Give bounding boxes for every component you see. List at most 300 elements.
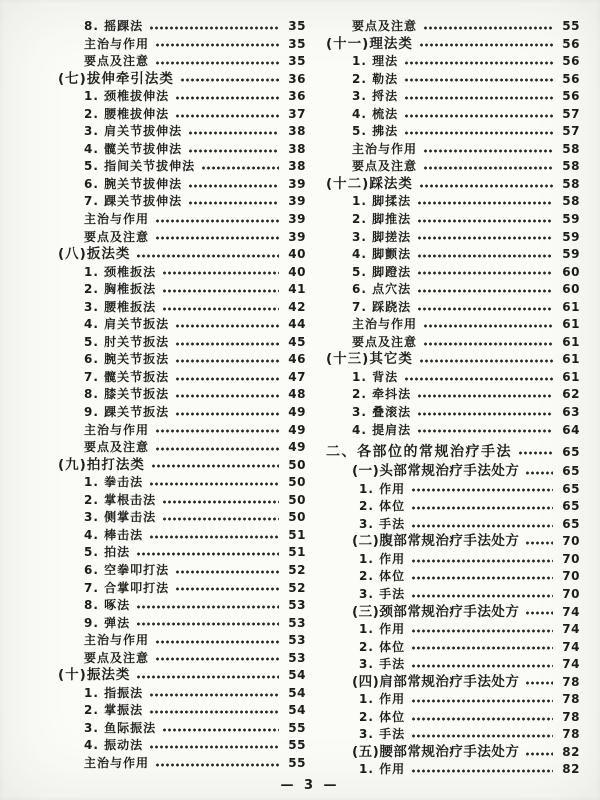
toc-entry-page: 78 (562, 709, 580, 724)
dot-leader (136, 250, 279, 262)
toc-entry-label: 要点及注意 (84, 229, 150, 244)
toc-entry-page: 65 (562, 499, 580, 514)
toc-entry-label: 2. 体位 (359, 639, 406, 654)
toc-row (326, 246, 580, 264)
dot-leader (417, 232, 553, 244)
toc-entry-label: 1. 拳击法 (84, 475, 144, 490)
toc-entry-page: 65 (562, 481, 580, 496)
toc-row (58, 36, 306, 54)
toc-entry-page: 70 (562, 551, 580, 566)
dot-leader (155, 443, 279, 455)
dot-leader (525, 537, 553, 549)
toc-row (326, 316, 580, 334)
dot-leader (404, 373, 553, 385)
toc-entry-label: 要点及注意 (84, 440, 150, 455)
toc-entry-page: 55 (562, 19, 580, 33)
toc-entry-label: 7. 合掌叩打法 (84, 580, 170, 595)
toc-row (326, 281, 580, 299)
toc-row (58, 369, 306, 387)
toc-column-right (326, 18, 580, 779)
toc-entry-label: 7. 髋关节扳法 (84, 369, 170, 384)
toc-entry-label: 6. 空拳叩打法 (84, 562, 170, 577)
toc-row (326, 71, 580, 89)
toc-row (58, 685, 306, 703)
toc-entry-label: (一)头部常规治疗手法处方 (352, 463, 520, 480)
dot-leader (175, 408, 279, 420)
toc-entry-page: 53 (288, 615, 306, 630)
toc-entry-page: 65 (562, 464, 580, 479)
toc-row (58, 474, 306, 492)
dot-leader (411, 555, 553, 567)
toc-row (58, 562, 306, 580)
toc-row (326, 299, 580, 317)
toc-entry-page: 56 (562, 71, 580, 86)
toc-row (58, 141, 306, 159)
toc-row (326, 123, 580, 141)
toc-row (326, 586, 580, 604)
toc-entry-label: 2. 掌根击法 (84, 492, 157, 507)
dot-leader (404, 57, 553, 69)
toc-entry-page: 61 (562, 299, 580, 314)
toc-row (326, 211, 580, 229)
toc-entry-page: 58 (562, 141, 580, 156)
toc-entry-page: 59 (562, 212, 580, 227)
toc-entry-page: 56 (562, 89, 580, 104)
toc-entry-page: 41 (288, 282, 306, 297)
dot-leader (411, 765, 553, 777)
dot-leader (188, 180, 279, 192)
toc-entry-label: 2. 掌振法 (84, 703, 144, 718)
toc-row (58, 667, 306, 685)
toc-row (326, 744, 580, 762)
toc-entry-label: 1. 作用 (359, 692, 406, 707)
toc-row (58, 597, 306, 615)
dot-leader (162, 496, 279, 508)
dot-leader (423, 162, 553, 174)
toc-entry-label: 3. 捋法 (352, 89, 399, 104)
dot-leader (155, 57, 279, 69)
dot-leader (411, 502, 553, 514)
toc-entry-page: 36 (288, 89, 306, 104)
dot-leader (525, 467, 553, 479)
dot-leader (149, 741, 279, 753)
dot-leader (417, 215, 553, 227)
toc-entry-label: 1. 脚揉法 (352, 194, 412, 209)
toc-row (326, 691, 580, 709)
toc-entry-page: 51 (288, 527, 306, 542)
toc-entry-page: 49 (288, 440, 306, 455)
toc-entry-page: 65 (562, 445, 580, 460)
toc-entry-label: 主治与作用 (84, 212, 150, 227)
toc-entry-label: 2. 体位 (359, 499, 406, 514)
toc-row (58, 544, 306, 562)
toc-entry-label: 主治与作用 (352, 141, 418, 156)
toc-entry-page: 52 (288, 580, 306, 595)
toc-entry-label: 6. 腕关节扳法 (84, 352, 170, 367)
toc-row (326, 761, 580, 779)
dot-leader (417, 408, 553, 420)
toc-entry-page: 74 (562, 639, 580, 654)
dot-leader (411, 572, 553, 584)
toc-entry-label: 要点及注意 (84, 54, 150, 69)
toc-row (326, 604, 580, 622)
toc-row (326, 498, 580, 516)
dot-leader (175, 373, 279, 385)
toc-entry-label: (九)拍打法类 (58, 456, 145, 473)
dot-leader (417, 303, 553, 315)
toc-entry-page: 61 (562, 317, 580, 332)
dot-leader (180, 74, 279, 86)
toc-row (58, 457, 306, 475)
toc-entry-page: 54 (288, 668, 306, 683)
toc-entry-page: 70 (562, 534, 580, 549)
toc-entry-label: 5. 拂法 (352, 124, 399, 139)
toc-entry-label: 8. 啄法 (84, 598, 131, 613)
toc-entry-label: 1. 颈椎扳法 (84, 264, 157, 279)
toc-entry-page: 58 (562, 176, 580, 191)
toc-entry-label: 要点及注意 (352, 334, 418, 349)
toc-entry-label: 3. 侧掌击法 (84, 510, 157, 525)
toc-entry-page: 59 (562, 247, 580, 262)
toc-row (326, 674, 580, 692)
toc-entry-label: (八)扳法类 (58, 246, 131, 263)
toc-entry-label: (十)振法类 (58, 667, 131, 684)
toc-row (326, 88, 580, 106)
toc-entry-page: 57 (562, 124, 580, 139)
toc-entry-label: 主治与作用 (84, 633, 150, 648)
toc-entry-label: 9. 弹法 (84, 615, 131, 630)
toc-row (326, 334, 580, 352)
toc-entry-page: 44 (288, 317, 306, 332)
toc-entry-page: 39 (288, 212, 306, 227)
toc-entry-page: 48 (288, 387, 306, 402)
toc-entry-page: 50 (288, 492, 306, 507)
dot-leader (411, 713, 553, 725)
toc-entry-page: 49 (288, 405, 306, 420)
toc-entry-page: 62 (562, 387, 580, 402)
dot-leader (417, 390, 553, 402)
toc-entry-page: 53 (288, 598, 306, 613)
toc-row (58, 18, 306, 36)
toc-row (58, 246, 306, 264)
toc-entry-page: 37 (288, 106, 306, 121)
dot-leader (417, 250, 553, 262)
toc-entry-page: 46 (288, 352, 306, 367)
toc-entry-page: 78 (562, 727, 580, 742)
toc-entry-label: (四)肩部常规治疗手法处方 (352, 673, 520, 690)
dot-leader (175, 583, 279, 595)
toc-entry-label: 主治与作用 (84, 755, 150, 770)
toc-row (326, 351, 580, 369)
toc-row (58, 509, 306, 527)
toc-entry-label: 2. 牵抖法 (352, 387, 412, 402)
toc-entry-page: 65 (562, 516, 580, 531)
dot-leader (525, 607, 553, 619)
toc-entry-label: (二)腹部常规治疗手法处方 (352, 533, 520, 550)
toc-row (326, 106, 580, 124)
toc-entry-label: 3. 叠滚法 (352, 405, 412, 420)
toc-row (326, 158, 580, 176)
toc-row (58, 632, 306, 650)
toc-row (58, 351, 306, 369)
toc-row (326, 422, 580, 440)
toc-entry-page: 47 (288, 369, 306, 384)
dot-leader (136, 618, 279, 630)
toc-row (58, 527, 306, 545)
dot-leader (201, 162, 279, 174)
dot-leader (136, 671, 279, 683)
toc-entry-label: 5. 拍法 (84, 545, 131, 560)
toc-entry-page: 60 (562, 264, 580, 279)
toc-entry-label: 1. 指振法 (84, 685, 144, 700)
toc-entry-page: 70 (562, 586, 580, 601)
toc-entry-page: 53 (288, 633, 306, 648)
dot-leader (411, 520, 553, 532)
toc-row (58, 71, 306, 89)
toc-entry-label: 要点及注意 (352, 159, 418, 174)
dot-leader (149, 22, 279, 34)
toc-row (58, 193, 306, 211)
toc-entry-label: 3. 手法 (359, 727, 406, 742)
dot-leader (404, 92, 553, 104)
toc-row (326, 568, 580, 586)
toc-entry-label: 3. 手法 (359, 516, 406, 531)
dot-leader (417, 267, 553, 279)
toc-row (326, 264, 580, 282)
page-number-footer: — 3 — (280, 778, 340, 793)
toc-row (326, 404, 580, 422)
dot-leader (162, 285, 279, 297)
dot-leader (411, 484, 553, 496)
dot-leader (417, 285, 553, 297)
dot-leader (518, 447, 553, 459)
toc-row (58, 299, 306, 317)
toc-columns (58, 18, 580, 779)
toc-entry-page: 42 (288, 299, 306, 314)
toc-entry-page: 36 (288, 71, 306, 86)
dot-leader (155, 215, 279, 227)
toc-row (326, 369, 580, 387)
toc-entry-page: 56 (562, 36, 580, 51)
toc-entry-page: 61 (562, 334, 580, 349)
toc-entry-page: 60 (562, 282, 580, 297)
toc-row (326, 193, 580, 211)
toc-row (58, 176, 306, 194)
dot-leader (155, 425, 279, 437)
toc-entry-page: 82 (562, 762, 580, 777)
toc-row (326, 141, 580, 159)
dot-leader (136, 601, 279, 613)
toc-entry-label: 3. 手法 (359, 657, 406, 672)
dot-leader (411, 590, 553, 602)
toc-entry-page: 59 (562, 229, 580, 244)
dot-leader (175, 355, 279, 367)
toc-entry-page: 35 (288, 19, 306, 33)
toc-entry-label: 主治与作用 (352, 317, 418, 332)
toc-row (326, 53, 580, 71)
dot-leader (411, 660, 553, 672)
toc-entry-page: 50 (288, 457, 306, 472)
toc-row (58, 334, 306, 352)
toc-entry-label: 8. 膝关节扳法 (84, 387, 170, 402)
toc-entry-label: 1. 作用 (359, 551, 406, 566)
toc-entry-page: 35 (288, 54, 306, 69)
toc-entry-label: (十三)其它类 (326, 351, 413, 368)
toc-entry-label: 2. 腰椎拔伸法 (84, 106, 170, 121)
toc-entry-label: 4. 梳法 (352, 106, 399, 121)
dot-leader (162, 513, 279, 525)
toc-entry-label: 1. 理法 (352, 54, 399, 69)
toc-entry-label: 3. 肩关节拔伸法 (84, 124, 183, 139)
toc-entry-label: 4. 髋关节拔伸法 (84, 141, 183, 156)
toc-entry-label: 4. 脚颤法 (352, 247, 412, 262)
dot-leader (188, 127, 279, 139)
toc-row (326, 176, 580, 194)
toc-row (326, 656, 580, 674)
dot-leader (423, 22, 553, 34)
dot-leader (162, 303, 279, 315)
toc-row (58, 316, 306, 334)
toc-entry-label: 8. 摇踝法 (84, 19, 144, 33)
toc-entry-label: 4. 棒击法 (84, 527, 144, 542)
dot-leader (175, 338, 279, 350)
dot-leader (155, 759, 279, 771)
toc-entry-page: 56 (562, 54, 580, 69)
toc-entry-page: 39 (288, 194, 306, 209)
toc-entry-page: 61 (562, 369, 580, 384)
toc-row (58, 650, 306, 668)
dot-leader (175, 92, 279, 104)
toc-row (326, 709, 580, 727)
dot-leader (188, 197, 279, 209)
toc-entry-label: (五)腰部常规治疗手法处方 (352, 743, 520, 760)
toc-entry-label: 4. 提肩法 (352, 422, 412, 437)
dot-leader (151, 460, 279, 472)
toc-row (58, 88, 306, 106)
toc-row (58, 53, 306, 71)
dot-leader (175, 390, 279, 402)
dot-leader (417, 425, 553, 437)
toc-entry-label: 二、各部位的常规治疗手法 (326, 444, 512, 461)
dot-leader (419, 355, 553, 367)
toc-entry-page: 63 (562, 405, 580, 420)
toc-row (58, 404, 306, 422)
dot-leader (149, 706, 279, 718)
dot-leader (423, 145, 553, 157)
toc-entry-page: 74 (562, 622, 580, 637)
toc-row (326, 639, 580, 657)
toc-row (326, 551, 580, 569)
toc-row (58, 281, 306, 299)
toc-entry-page: 78 (562, 692, 580, 707)
dot-leader (411, 730, 553, 742)
toc-entry-page: 74 (562, 604, 580, 619)
toc-entry-label: 4. 肩关节扳法 (84, 317, 170, 332)
dot-leader (419, 39, 553, 51)
dot-leader (525, 677, 553, 689)
toc-row (58, 580, 306, 598)
toc-row (326, 18, 580, 36)
dot-leader (175, 110, 279, 122)
toc-row (326, 463, 580, 481)
toc-entry-page: 53 (288, 650, 306, 665)
toc-row (58, 106, 306, 124)
dot-leader (149, 531, 279, 543)
dot-leader (411, 625, 553, 637)
toc-row (58, 123, 306, 141)
toc-entry-label: 2. 脚推法 (352, 212, 412, 227)
toc-entry-page: 39 (288, 176, 306, 191)
dot-leader (155, 39, 279, 51)
toc-entry-page: 61 (562, 352, 580, 367)
toc-entry-label: (七)拔伸牵引法类 (58, 70, 174, 87)
toc-row (326, 36, 580, 54)
dot-leader (155, 232, 279, 244)
toc-row (58, 755, 306, 773)
toc-entry-label: 1. 作用 (359, 481, 406, 496)
toc-entry-page: 38 (288, 141, 306, 156)
toc-row (58, 422, 306, 440)
toc-entry-page: 74 (562, 657, 580, 672)
toc-entry-page: 51 (288, 545, 306, 560)
toc-entry-label: 7. 踩跷法 (352, 299, 412, 314)
toc-row (326, 516, 580, 534)
dot-leader (404, 110, 553, 122)
toc-entry-label: 6. 腕关节拔伸法 (84, 176, 183, 191)
dot-leader (411, 695, 553, 707)
toc-row (58, 211, 306, 229)
toc-entry-page: 55 (288, 720, 306, 735)
toc-row (326, 229, 580, 247)
toc-entry-page: 38 (288, 124, 306, 139)
toc-entry-page: 54 (288, 685, 306, 700)
toc-row (58, 158, 306, 176)
toc-entry-label: 3. 手法 (359, 586, 406, 601)
toc-entry-label: 主治与作用 (84, 422, 150, 437)
toc-entry-label: 3. 腰椎扳法 (84, 299, 157, 314)
toc-row (326, 533, 580, 551)
toc-entry-page: 64 (562, 422, 580, 437)
toc-entry-label: 主治与作用 (84, 36, 150, 51)
toc-row (58, 229, 306, 247)
toc-entry-page: 52 (288, 562, 306, 577)
toc-entry-page: 50 (288, 510, 306, 525)
dot-leader (175, 320, 279, 332)
toc-row (58, 720, 306, 738)
toc-entry-label: (十二)踩法类 (326, 175, 413, 192)
toc-row (58, 492, 306, 510)
toc-entry-label: 1. 颈椎拔伸法 (84, 89, 170, 104)
dot-leader (155, 653, 279, 665)
toc-entry-page: 82 (562, 744, 580, 759)
toc-entry-label: 2. 体位 (359, 709, 406, 724)
toc-row (326, 621, 580, 639)
dot-leader (149, 689, 279, 701)
toc-entry-page: 54 (288, 703, 306, 718)
toc-entry-label: 1. 作用 (359, 762, 406, 777)
toc-row (58, 702, 306, 720)
toc-entry-label: 5. 指间关节拔伸法 (84, 159, 196, 174)
toc-entry-page: 58 (562, 159, 580, 174)
dot-leader (525, 748, 553, 760)
dot-leader (423, 338, 553, 350)
toc-row (58, 386, 306, 404)
dot-leader (162, 724, 279, 736)
toc-entry-label: 5. 脚蹬法 (352, 264, 412, 279)
toc-row (326, 386, 580, 404)
toc-entry-label: 1. 作用 (359, 622, 406, 637)
toc-entry-page: 55 (288, 755, 306, 770)
